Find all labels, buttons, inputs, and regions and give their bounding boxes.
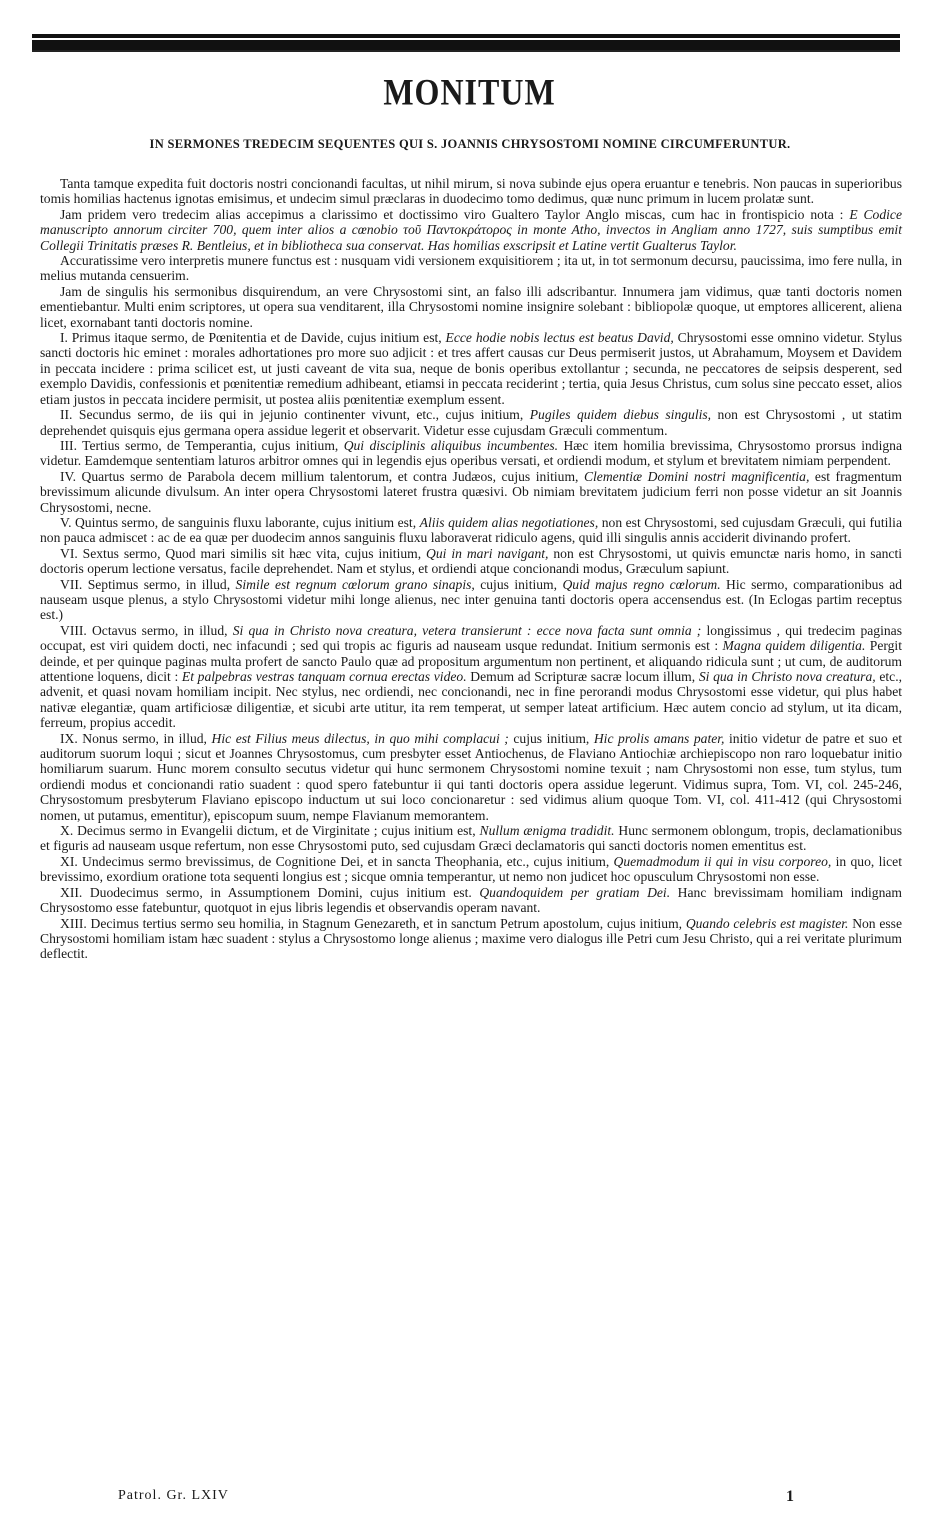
monitum-text [40, 176, 902, 962]
sermon-1: I. Primus itaque sermo, de Pœnitentia et de Davide, cujus initium est, Ecce hodie nobis lectus est beatus David, Chrysostomi esse omnino videtur. Stylus sancti doctoris hic eminet : morales adhortationes pro more suo adjicit : et tres affert causas cur Deus permiserit justos, ut Abrahamum, Moysem et Davidem in peccata incidere : prima scilicet est, ut justi caveant de vita sua, neque de bonis operibus extollantur ; secunda, ne peccatores de seipsis desperent, sed exemplo Davidis, confessionis et pœnitentiæ remedium adhibeant, etiamsi in peccata reciderint ; tertia, quia Jesus Christus, cum solus sine peccato esset, alios etiam justos in peccata incidere permisit, ut postea aliis pœnitentiæ exemplum essent. [40, 330, 903, 407]
paragraph-authenticity: Jam de singulis his sermonibus disquirendum, an vere Chrysostomi sint, an falso illi adscribantur. Innumera jam vidimus, quæ tanti doctoris nomen ementiebantur. Multi enim scriptores, ut opera sua venditarent, illa Chrysostomi nomine insignire solebant : bibliopolæ quoque, ut emptores allicerent, aliena licet, exornabant tanti doctoris nomine. [40, 283, 902, 330]
sermon-8: VIII. Octavus sermo, in illud, Si qua in Christo nova creatura, vetera transierunt : ecce nova facta sunt omnia ; longissimus , qui tredecim paginas occupat, est viri quidem docti, nec infacundi ; sed qui tropis ac figuris ad nauseam usque redundat. Initium sermonis est : Magna quidem diligentia. Pergit deinde, et per quinque paginas multa profert de sancto Paulo quæ ad propositum argumentum non pertinent, et aliquando ridicula sunt ; ut cum, de auditorum attentione loquens, dicit : Et palpebras vestras tanquam cornua erectas video. Demum ad Scripturæ sacræ locum illum, Si qua in Christo nova creatura, etc., advenit, et quasi novam homiliam incipit. Nec stylus, nec ordiendi, nec concionandi, nec in fine perorandi modus Chrysostomi esse videtur, qui plus habet nativæ elegantiæ, quam artificiosæ diligentiæ, et sicubi arte utitur, ita rem temperat, ut semper lateat artificium. Hæc autem concio ad stylum, ut ita dicam, ferreum, propius accedit. [40, 622, 902, 731]
sermon-10: X. Decimus sermo in Evangelii dictum, et de Virginitate ; cujus initium est, Nullum ænigma tradidit. Hunc sermonem oblongum, tropis, declamationibus et figuris ad nauseam usque refertum, non esse Chrysostomi puto, sed cujusdam Græci declamatoris qui sancti doctoris nomen ementitus est. [40, 823, 902, 854]
sermon-4: IV. Quartus sermo de Parabola decem millium talentorum, et contra Judæos, cujus initium, Clementiæ Domini nostri magnificentia, est fragmentum brevissimum alicunde divulsum. An inter opera Chrysostomi lateret frustra quæsivi. Ob nimiam brevitatem judicium ferri non posse videtur an sit Joannis Chrysostomi, necne. [40, 468, 902, 515]
sermon-7: VII. Septimus sermo, in illud, Simile est regnum cœlorum grano sinapis, cujus initium, Quid majus regno cœlorum. Hic sermo, comparationibus ad nauseam usque plenus, a stylo Chrysostomi videtur mihi longe alienus, nec inter genuina tanti doctoris opera accensendus est. (In Eclogas partim receptus est.) [40, 576, 903, 623]
sermon-3: III. Tertius sermo, de Temperantia, cujus initium, Qui disciplinis aliquibus incumbentes. Hæc item homilia brevissima, Chrysostomo prorsus indigna videtur. Eamdemque sententiam laturos arbitror omnes qui in legendis ejus operibus versati, et ordiendi modum, et stylum et brevitatem nimiam perpendent. [40, 437, 902, 469]
sermon-6: VI. Sextus sermo, Quod mari similis sit hæc vita, cujus initium, Qui in mari navigant, non est Chrysostomi, ut quivis emunctæ naris homo, in sancti doctoris operum lectione versatus, facile deprehendet. Nam et stylus, et ordiendi atque concionandi modus, Græculum sapiunt. [40, 545, 902, 577]
sermon-12: XII. Duodecimus sermo, in Assumptionem Domini, cujus initium est. Quandoquidem per gratiam Dei. Hanc brevissimam homiliam indignam Chrysostomo esse fatebuntur, quotquot in ejus libris legendis et observandis operam navant. [40, 884, 903, 916]
page-number: 1 [786, 1488, 794, 1505]
sermon-5: V. Quintus sermo, de sanguinis fluxu laborante, cujus initium est, Aliis quidem alias negotiationes, non est Chrysostomi, sed cujusdam Græculi, qui futilia non pauca admiscet : ac de ea quæ per duodecim annos sanguinis fluxu laboraverat ridiculo agens, quid illi singulis annis acciderit divinando profert. [40, 514, 902, 546]
paragraph-taylor: Jam pridem vero tredecim alias accepimus a clarissimo et doctissimo viro Gualtero Taylor Anglo miscas, cum hac in frontispicio nota : E Codice manuscripto annorum circiter 700, quem inter alios a cœnobio τοῦ Παντοκράτορος in monte Atho, invectos in Angliam anno 1727, suis sumptibus emit Collegii Trinitatis præses R. Bentleius, et in bibliotheca sua conservat. Has homilias exscripsit et Latine vertit Gualterus Taylor. [40, 206, 903, 253]
page-subtitle: IN SERMONES TREDECIM SEQUENTES QUI S. JOANNIS CHRYSOSTOMI NOMINE CIRCUMFERUNTUR. [149, 137, 791, 151]
page-title: MONITUM [383, 71, 556, 113]
signature-mark: Patrol. Gr. LXIV [118, 1488, 229, 1503]
sermon-9: IX. Nonus sermo, in illud, Hic est Filius meus dilectus, in quo mihi complacui ; cujus initium, Hic prolis amans pater, initio videtur de patre et suo et auditorum suorum loqui ; sicut et Joannes Chrysostomus, cum presbyter esset Antiochenus, de Flaviano Antiochiæ archiepiscopo non raro loquebatur initio homiliarum suarum. Hunc morem consulto secutus videtur qui hunc sermonem Chrysostomi nomine texuit ; nam Chrysostomi non esse, tum stylus, tum ordiendi modus et concionandi ratio suadent : quod spero fatebuntur ii qui tanti doctoris opera assidue legerunt. Vidimus supra, Tom. VI, col. 245-246, Chrysostomum presbyterum Flaviano episcopo inductum ut sui loco concionaretur : sed vidimus alium quoque Tom. VI, col. 411-412 (qui Chrysostomi nomen, ut putamus, ementitur), episcopum suum, nempe Flavianum memorantem. [40, 730, 903, 823]
manuscript-note: E Codice manuscripto annorum circiter 700, quem inter alios a cœnobio τοῦ Παντοκράτορος in monte Atho, invectos in Angliam anno 1727, suis sumptibus emit Collegii Trinitatis præses R. Bentleius, et in bibliotheca sua conservat. Has homilias exscripsit et Latine vertit Gualterus Taylor. [40, 206, 903, 253]
sermon-2: II. Secundus sermo, de iis qui in jejunio continenter vivunt, etc., cujus initium, Pugiles quidem diebus singulis, non est Chrysostomi , ut statim deprehendet quisquis ejus germana opera assidue legerit et observarit. Videtur esse cujusdam Græculi commentum. [40, 407, 902, 438]
sermon-11: XI. Undecimus sermo brevissimus, de Cognitione Dei, et in sancta Theophania, etc., cujus initium, Quemadmodum ii qui in visu corporeo, in quo, licet brevissimo, exordium oratione tota sequenti longius est ; sicque omnia temperantur, ut nemo non judicet hoc opusculum Chrysostomi non esse. [40, 853, 902, 885]
sermon-13: XIII. Decimus tertius sermo seu homilia, in Stagnum Genezareth, et in sanctum Petrum apostolum, cujus initium, Quando celebris est magister. Non esse Chrysostomi homiliam istam hæc suadent : stylus a Chrysostomo longe alienus ; maxime vero dialogus ille Petri cum Jesu Christo, qui a rei veritate plurimum deflectit. [40, 915, 902, 962]
header-rule [32, 38, 900, 48]
paragraph-interpreter: Accuratissime vero interpretis munere functus est : nusquam vidi versionem exquisitiorem ; ita ut, in tot sermonum decursu, paucissima, imo fere nulla, in melius mutanda censuerim. [40, 253, 902, 284]
paragraph-intro: Tanta tamque expedita fuit doctoris nostri concionandi facultas, ut nihil mirum, si nova subinde ejus opera eruantur e tenebris. Non paucas in superioribus tomis homilias hactenus ignotas emisimus, et undecim simul præclaras in duodecimo tomo dedimus, quæ nunc primum in lucem prolatæ sunt. [40, 176, 902, 207]
